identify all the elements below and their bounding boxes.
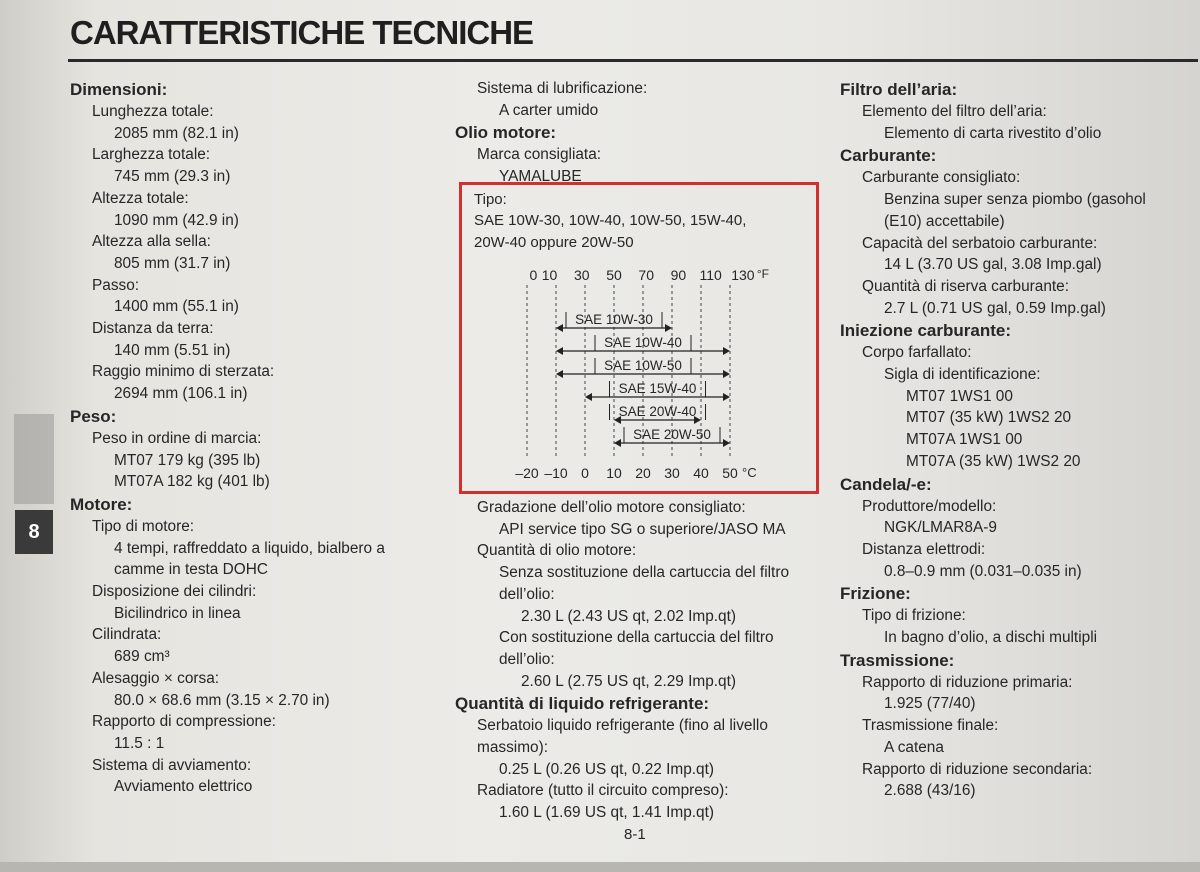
spec-line: Peso in ordine di marcia: (92, 429, 262, 447)
spec-line: MT07 1WS1 00 (906, 387, 1013, 405)
band-label: SAE 20W-40 (618, 404, 697, 419)
spec-line: 140 mm (5.51 in) (114, 341, 231, 359)
f-tick-label: 10 (541, 267, 558, 283)
band-arrow-right (723, 439, 730, 447)
spec-line: Capacità del serbatoio carburante: (862, 234, 1098, 252)
band-label: SAE 10W-30 (575, 312, 653, 327)
spec-line: 2.7 L (0.71 US gal, 0.59 Imp.gal) (884, 299, 1106, 317)
c-tick-label: –10 (544, 465, 568, 481)
c-tick-label: 10 (606, 465, 622, 481)
band-label: SAE 20W-50 (633, 427, 711, 442)
chart-text-line: SAE 10W-30, 10W-40, 10W-50, 15W-40, (474, 212, 747, 229)
section-heading: Carburante: (840, 146, 937, 166)
band-label: SAE 15W-40 (618, 381, 697, 396)
c-tick-label: –20 (515, 465, 539, 481)
spec-line: 4 tempi, raffreddato a liquido, bialbero a (114, 539, 385, 557)
c-tick-label: 50 (722, 465, 738, 481)
spec-line: Quantità di olio motore: (477, 542, 637, 560)
f-tick-label: 110 (699, 267, 722, 283)
spec-line: Cilindrata: (92, 626, 162, 644)
spec-line: Carburante consigliato: (862, 169, 1021, 187)
spec-line: Rapporto di riduzione secondaria: (862, 760, 1093, 778)
spec-line: 0.8–0.9 mm (0.031–0.035 in) (884, 562, 1082, 580)
spec-line: Tipo di frizione: (862, 607, 966, 625)
spec-line: 2.688 (43/16) (884, 782, 976, 800)
spec-line: 80.0 × 68.6 mm (3.15 × 2.70 in) (114, 691, 330, 709)
spec-line: Rapporto di riduzione primaria: (862, 673, 1073, 691)
spec-line: Lunghezza totale: (92, 103, 214, 120)
spec-line: Senza sostituzione della cartuccia del filtro (499, 564, 790, 582)
spec-line: Sistema di lubrificazione: (477, 80, 648, 97)
f-tick-label: 130 (731, 267, 755, 283)
band-arrow-right (665, 324, 672, 332)
spec-line: MT07 179 kg (395 lb) (114, 451, 261, 469)
c-tick-label: 40 (693, 465, 709, 481)
spec-line: Quantità di riserva carburante: (862, 277, 1070, 295)
page-edge-shade (14, 414, 54, 504)
c-tick-label: 20 (635, 465, 651, 481)
band-arrow-left (614, 439, 621, 447)
spec-line: Bicilindrico in linea (114, 604, 241, 622)
c-unit-label: °C (742, 465, 757, 480)
spec-line: 689 cm³ (114, 648, 170, 666)
viscosity-chart-svg (462, 185, 816, 491)
spec-line: YAMALUBE (499, 168, 582, 186)
spec-line: Altezza totale: (92, 189, 189, 207)
section-heading: Candela/-e: (840, 474, 932, 494)
spec-line: API service tipo SG o superiore/JASO MA (499, 520, 786, 538)
spec-line: Elemento del filtro dell’aria: (862, 103, 1047, 120)
band-arrow-right (723, 370, 730, 378)
f-tick-label: 50 (606, 267, 622, 283)
page-title: CARATTERISTICHE TECNICHE (70, 14, 534, 51)
band-arrow-right (723, 393, 730, 401)
spec-line: (E10) accettabile) (884, 212, 1005, 230)
spec-line: A carter umido (499, 101, 599, 119)
spec-line: 805 mm (31.7 in) (114, 254, 231, 272)
spec-line: A catena (884, 738, 944, 756)
spec-line: Tipo di motore: (92, 517, 195, 535)
spec-line: Rapporto di compressione: (92, 713, 276, 731)
spec-line: Benzina super senza piombo (gasohol (884, 191, 1146, 209)
f-tick-label: 0 (529, 267, 538, 283)
spec-line: Disposizione dei cilindri: (92, 583, 257, 601)
f-unit-label: °F (756, 267, 770, 281)
page-bottom-edge (0, 862, 1200, 872)
section-heading: Peso: (70, 406, 117, 426)
spec-line: MT07A 1WS1 00 (906, 431, 1023, 449)
chart-text-line: 20W-40 oppure 20W-50 (474, 234, 634, 251)
spec-line: 2.30 L (2.43 US qt, 2.02 Imp.qt) (521, 607, 737, 625)
spec-line: 11.5 : 1 (114, 734, 165, 752)
spec-line: Serbatoio liquido refrigerante (fino al livello (477, 717, 768, 735)
spec-line: MT07A (35 kW) 1WS2 20 (906, 452, 1081, 470)
spec-line: Avviamento elettrico (114, 778, 253, 796)
section-heading: Frizione: (840, 584, 911, 604)
spec-line: 0.25 L (0.26 US qt, 0.22 Imp.qt) (499, 760, 715, 778)
spec-line: dell’olio: (499, 585, 555, 603)
spec-line: Altezza alla sella: (92, 233, 211, 251)
column-3 (840, 78, 1195, 802)
spec-line: Con sostituzione della cartuccia del filtro (499, 629, 774, 647)
section-heading: Trasmissione: (840, 650, 955, 670)
f-tick-label: 30 (573, 267, 590, 283)
spec-line: In bagno d’olio, a dischi multipli (884, 629, 1098, 647)
spec-line: massimo): (477, 739, 548, 757)
title-rule (68, 59, 1198, 62)
section-heading: Quantità di liquido refrigerante: (455, 694, 710, 714)
spec-line: Marca consigliata: (477, 146, 602, 164)
section-heading: Filtro dell’aria: (840, 80, 958, 99)
band-label: SAE 10W-40 (604, 335, 682, 350)
column-2-top (455, 78, 820, 188)
spec-line: MT07 (35 kW) 1WS2 20 (906, 409, 1072, 427)
spec-line: Sigla di identificazione: (884, 366, 1041, 384)
spec-line: 2.60 L (2.75 US qt, 2.29 Imp.qt) (521, 672, 737, 690)
section-heading: Dimensioni: (70, 80, 168, 99)
spec-line: NGK/LMAR8A-9 (884, 519, 997, 537)
spec-line: 2085 mm (82.1 in) (114, 124, 239, 142)
spec-line: 1.925 (77/40) (884, 695, 976, 713)
column-2-bottom (455, 497, 820, 824)
viscosity-chart (459, 182, 819, 494)
band-arrow-left (556, 324, 563, 332)
spec-line: Radiatore (tutto il circuito compreso): (477, 782, 729, 800)
spec-line: Gradazione dell’olio motore consigliato: (477, 499, 746, 516)
f-tick-label: 90 (670, 267, 687, 283)
spec-line: Sistema di avviamento: (92, 756, 252, 774)
c-tick-label: 0 (581, 465, 589, 481)
spec-line: camme in testa DOHC (114, 561, 268, 579)
spec-line: 1400 mm (55.1 in) (114, 298, 239, 316)
spec-line: Corpo farfallato: (862, 344, 972, 362)
spec-line: Alesaggio × corsa: (92, 669, 220, 687)
chart-label: Tipo: (474, 191, 507, 208)
spec-line: Elemento di carta rivestito d’olio (884, 124, 1102, 142)
c-tick-label: 30 (664, 465, 680, 481)
band-label: SAE 10W-50 (604, 358, 682, 373)
f-tick-label: 70 (638, 267, 655, 283)
section-heading: Iniezione carburante: (840, 321, 1011, 341)
band-arrow-left (585, 393, 592, 401)
spec-line: Distanza elettrodi: (862, 540, 986, 558)
band-arrow-left (556, 347, 563, 355)
spec-line: Raggio minimo di sterzata: (92, 363, 275, 381)
spec-line: dell’olio: (499, 650, 555, 668)
spec-line: Trasmissione finale: (862, 717, 999, 735)
section-heading: Motore: (70, 494, 133, 514)
spec-line: 1090 mm (42.9 in) (114, 211, 239, 229)
spec-line: MT07A 182 kg (401 lb) (114, 473, 270, 491)
section-heading: Olio motore: (455, 123, 557, 143)
band-arrow-left (556, 370, 563, 378)
spec-line: 1.60 L (1.69 US qt, 1.41 Imp.qt) (499, 804, 715, 822)
column-1 (70, 78, 430, 798)
spec-line: 2694 mm (106.1 in) (114, 385, 248, 403)
page-number: 8-1 (624, 826, 646, 843)
spec-line: Distanza da terra: (92, 320, 214, 338)
band-arrow-right (723, 347, 730, 355)
spec-line: 745 mm (29.3 in) (114, 168, 231, 186)
spec-line: Larghezza totale: (92, 146, 211, 164)
spec-line: 14 L (3.70 US gal, 3.08 Imp.gal) (884, 256, 1102, 274)
spec-line: Passo: (92, 276, 140, 294)
spec-line: Produttore/modello: (862, 497, 997, 515)
chapter-tab: 8 (15, 510, 53, 554)
